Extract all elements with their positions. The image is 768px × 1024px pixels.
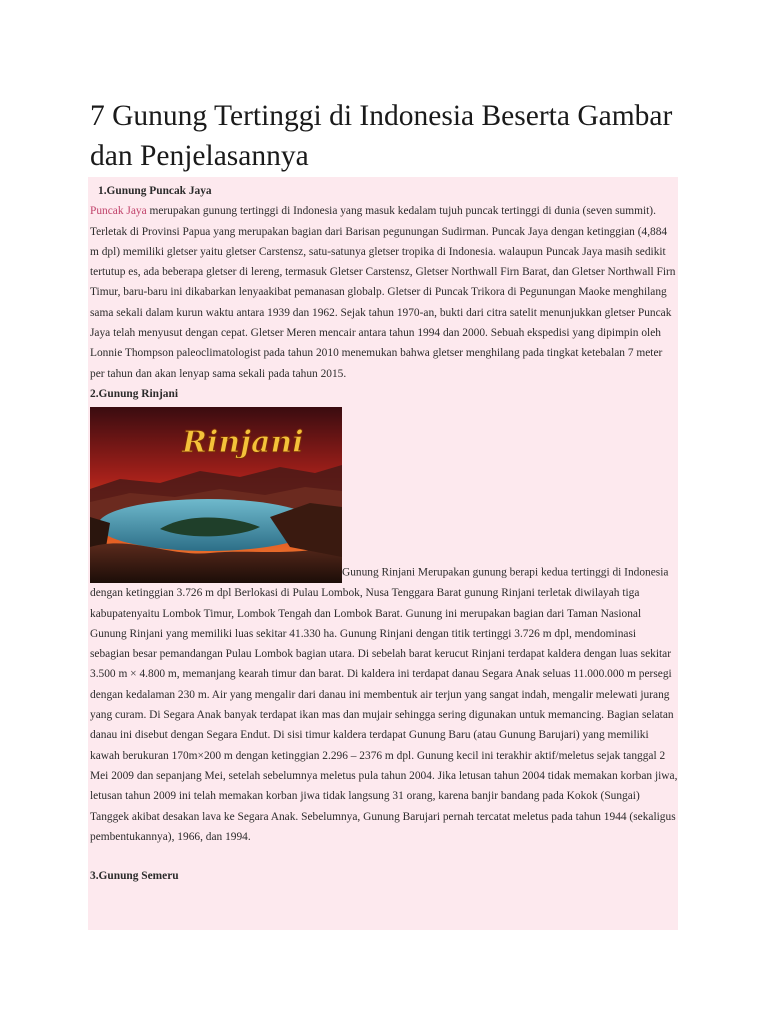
- puncak-jaya-link[interactable]: Puncak Jaya: [90, 205, 147, 218]
- article-content: [88, 177, 678, 930]
- rinjani-image-title: Rinjani: [182, 425, 304, 461]
- section-heading-puncak-jaya: 1.Gunung Puncak Jaya: [98, 185, 212, 197]
- rinjani-image: [90, 407, 342, 583]
- section-heading-semeru: 3.Gunung Semeru: [90, 870, 179, 883]
- rinjani-text: Gunung Rinjani Merupakan gunung berapi kedua tertinggi di Indonesia dengan ketinggian 3.726 m dpl Berlokasi di Pulau Lombok, Nusa Tenggara Barat gunung Rinjani terletak diwilayah tiga kabupatenyaitu Lombok Timur, Lombok Tengah dan Lombok Barat. Gunung ini merupakan bagian dari Taman Nasional Gunung Rinjani yang memiliki luas sekitar 41.330 ha. Gunung Rinjani dengan titik tertinggi 3.726 m dpl, mendominasi sebagian besar pemandangan Pulau Lombok bagian utara. Di sebelah barat kerucut Rinjani terdapat kaldera dengan luas sekitar 3.500 m × 4.800 m, memanjang kearah timur dan barat. Di kaldera ini terdapat danau Segara Anak seluas 11.000.000 m persegi dengan kedalaman 230 m. Air yang mengalir dari danau ini membentuk air terjun yang sangat indah, mengalir melewati jurang yang curam. Di Segara Anak banyak terdapat ikan mas dan mujair sehingga sering digunakan untuk memancing. Bagian selatan danau ini disebut dengan Segara Endut. Di sisi timur kaldera terdapat Gunung Baru (atau Gunung Barujari) yang memiliki kawah berukuran 170m×200 m dengan ketinggian 2.296 – 2376 m dpl. Gunung kecil ini terakhir aktif/meletus sejak tanggal 2 Mei 2009 dan sepanjang Mei, setelah sebelumnya meletus pula tahun 2004. Jika letusan tahun 2004 tidak memakan korban jiwa, letusan tahun 2009 ini telah memakan korban jiwa tidak langsung 31 orang, karena banjir bandang pada Kokok (Sungai) Tanggek akibat desakan lava ke Segara Anak. Sebelumnya, Gunung Barujari pernah tercatat meletus pada tahun 1944 (sekaligus pembentukannya), 1966, dan 1994.: [90, 566, 678, 843]
- page-title: 7 Gunung Tertinggi di Indonesia Beserta Gambar dan Penjelasannya: [90, 100, 673, 172]
- section-body-puncak-jaya: [90, 201, 678, 384]
- puncak-jaya-text: merupakan gunung tertinggi di Indonesia yang masuk kedalam tujuh puncak tertinggi di dunia (seven summit). Terletak di Provinsi Papua yang merupakan bagian dari Barisan pegunungan Sudirman. Puncak Jaya dengan ketinggian (4,884 m dpl) memiliki gletser yaitu gletser Carstensz, satu-satunya gletser tropika di Indonesia. walaupun Puncak Jaya masih sedikit tertutup es, ada beberapa gletser di lereng, termasuk Gletser Carstensz, Gletser Northwall Firn Barat, dan Gletser Northwall Firn Timur, baru-baru ini dikabarkan lenyaakibat pemanasan globalp. Gletser di Puncak Trikora di Pegunungan Maoke menghilang sama sekali dalam kurun waktu antara 1939 dan 1962. Sejak tahun 1970-an, bukti dari citra satelit menunjukkan gletser Puncak Jaya telah menyusut dengan cepat. Gletser Meren mencair antara tahun 1994 dan 2000. Sebuah ekspedisi yang dipimpin oleh Lonnie Thompson paleoclimatologist pada tahun 2010 menemukan bahwa gletser menghilang pada tingkat ketebalan 7 meter per tahun dan akan lenyap sama sekali pada tahun 2015.: [90, 205, 676, 380]
- rinjani-photo-graphic: [90, 407, 342, 583]
- section-body-rinjani: [90, 404, 678, 847]
- section-heading-rinjani: 2.Gunung Rinjani: [90, 387, 178, 400]
- section-spacer: [90, 847, 678, 866]
